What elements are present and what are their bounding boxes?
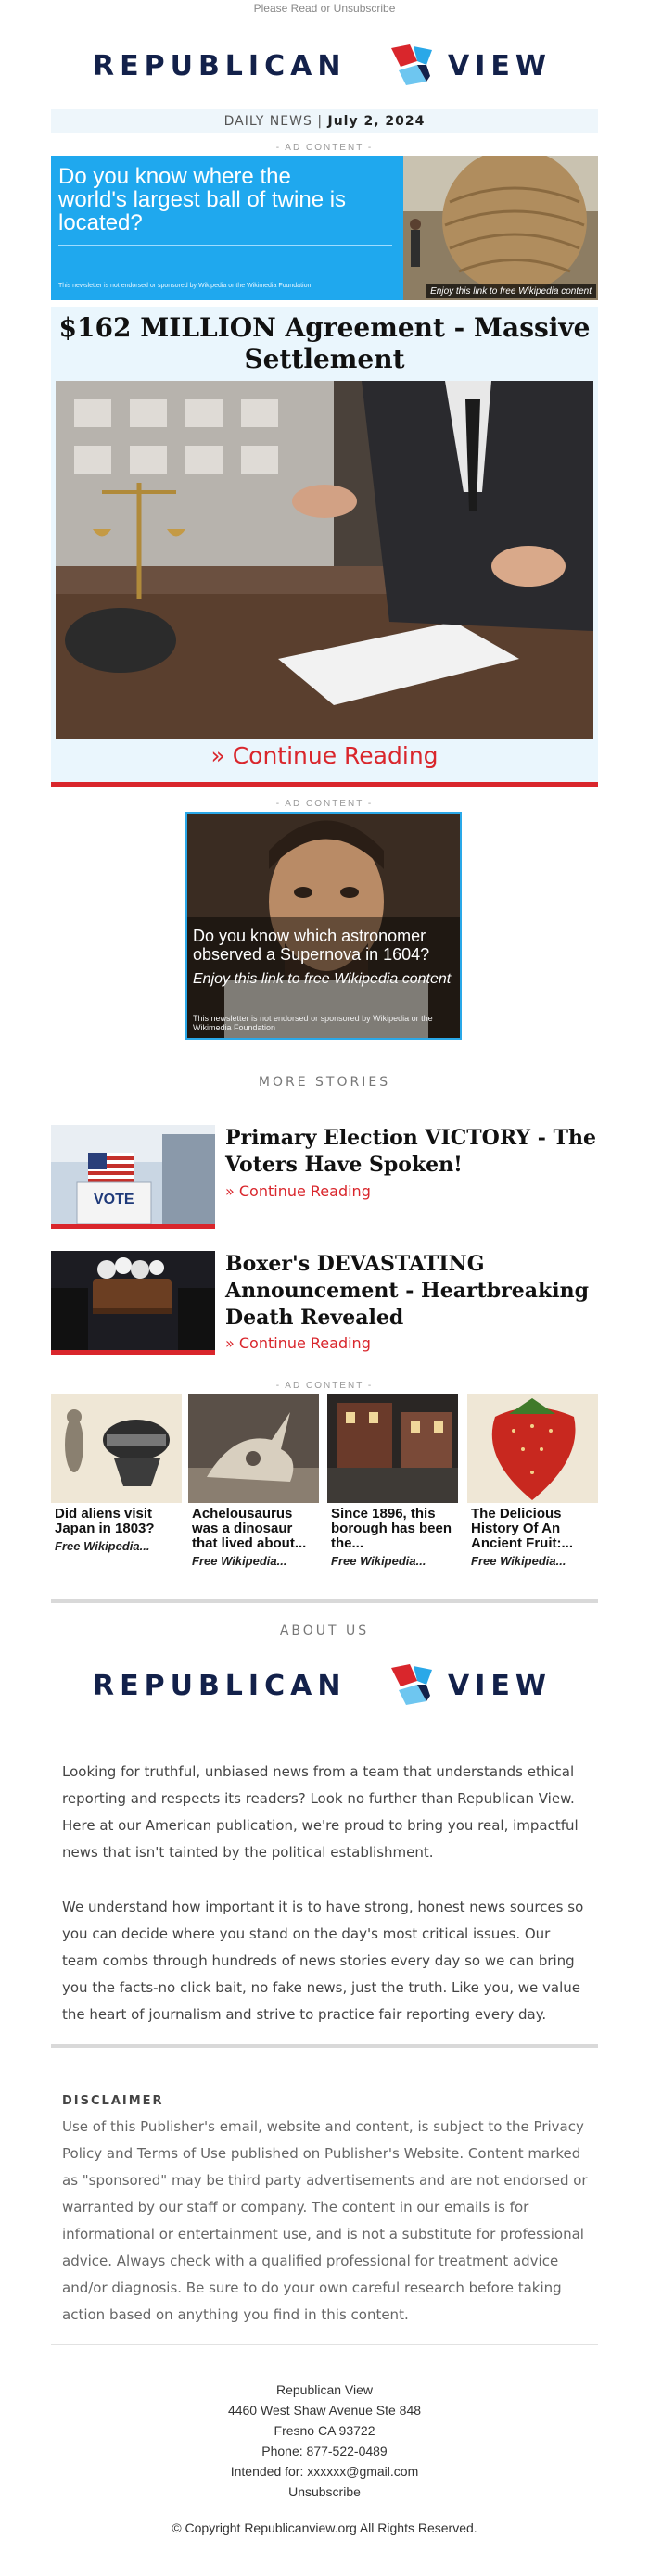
story-item-boxer[interactable] [51, 1251, 598, 1355]
ad-content-label: - AD CONTENT - [275, 799, 374, 809]
story-continue-boxer[interactable]: » Continue Reading [225, 1334, 371, 1352]
ad-twine-caption: Enjoy this link to free Wikipedia content [426, 284, 596, 298]
header-logo[interactable] [93, 44, 556, 85]
wiki-tile-aliens-image [51, 1394, 182, 1503]
issue-date: July 2, 2024 [327, 114, 426, 129]
ad-twine-banner[interactable] [51, 156, 598, 300]
wiki-tile-aliens[interactable] [51, 1394, 182, 1570]
logo-emblem-icon [389, 1664, 434, 1705]
footer-company-name: Republican View [275, 2382, 374, 2397]
disclaimer-text: Use of this Publisher's email, website and content, is subject to the Privacy Policy and Terms of Use published on Publisher's Website. Content marked as "sponsored" may be third party advertisements and are not endorsed or warranted by our staff or company. The content in our emails is for informational or entertainment use, and is not a substitute for professional advice. Always check with a qualified professional for treatment advice and/or diagnosis. Be sure to do your own careful research before taking action based on anything you find in this content. [62, 2118, 588, 2323]
dateline-bar [51, 109, 598, 133]
logo-word-republican: REPUBLICAN [93, 50, 347, 82]
story-thumb-vote[interactable] [51, 1125, 215, 1229]
logo-word-view: VIEW [448, 1670, 552, 1702]
wiki-tile-borough[interactable] [327, 1394, 458, 1570]
about-paragraph-1: Looking for truthful, unbiased news from a team that understands ethical reporting and respects its readers? Look no further than Republican View. Here at our American publication, we're proud to bring you real, impactful news that isn't tainted by the political establishment. [62, 1763, 579, 1861]
more-stories-title: MORE STORIES [258, 1075, 391, 1090]
story-title-primary[interactable]: Primary Election VICTORY - The Voters Have Spoken! [225, 1126, 596, 1177]
footer-city: Fresno CA 93722 [274, 2423, 375, 2438]
section-divider [51, 2044, 598, 2048]
wiki-tile-borough-image [327, 1394, 458, 1503]
twine-ball-photo [403, 156, 598, 300]
footer-address [0, 2380, 649, 2502]
ad-astronomer-question: Do you know which astronomer observed a Supernova in 1604? [193, 927, 430, 964]
ad-astronomer-disclaimer: This newsletter is not endorsed or sponsored by Wikipedia or the Wikimedia Foundation [193, 1014, 433, 1032]
wiki-tile-dinosaur[interactable] [188, 1394, 319, 1570]
footer-divider [51, 2344, 598, 2345]
story-thumb-funeral[interactable] [51, 1251, 215, 1355]
ad-twine-question: Do you know where the world's largest ball of twine is located? [58, 164, 347, 235]
read-or-unsubscribe-link[interactable]: Please Read or Unsubscribe [253, 2, 396, 15]
footer-intended-for: Intended for: xxxxxx@gmail.com [230, 2464, 419, 2479]
wiki-tile-fruit[interactable] [467, 1394, 598, 1570]
wiki-tile-dinosaur-image [188, 1394, 319, 1503]
wiki-tile-fruit-title[interactable]: The Delicious History Of An Ancient Fruit:... [471, 1506, 573, 1551]
footer-unsubscribe-link[interactable]: Unsubscribe [288, 2484, 361, 2499]
footer-phone: Phone: 877-522-0489 [261, 2443, 388, 2458]
footer-street: 4460 West Shaw Avenue Ste 848 [227, 2403, 422, 2418]
logo-word-republican: REPUBLICAN [93, 1670, 347, 1702]
wiki-tile-aliens-title[interactable]: Did aliens visit Japan in 1803? [55, 1506, 155, 1536]
feature-story[interactable] [51, 307, 598, 787]
about-paragraph-2: We understand how important it is to have strong, honest news sources so you can decide where you stand on the day's most critical issues. Our team combs through hundreds of news stories every day so we can bring you the facts-no click bait, no fake news, just the truth. Like you, we value the heart of journalism and strive to practice fair reporting every day. [62, 1899, 584, 2023]
logo-word-view: VIEW [448, 50, 552, 82]
feature-headline[interactable]: $162 MILLION Agreement - Massive Settlement [58, 312, 591, 374]
wiki-tile-fruit-source: Free Wikipedia... [471, 1554, 566, 1568]
wiki-ad-grid [51, 1394, 598, 1570]
vote-sign-text: VOTE [94, 1192, 134, 1207]
logo-emblem-icon [389, 44, 434, 85]
daily-news-label: DAILY NEWS [223, 114, 312, 129]
ad-content-label: - AD CONTENT - [275, 1381, 374, 1391]
wiki-tile-dinosaur-title[interactable]: Achelousaurus was a dinosaur that lived about... [192, 1506, 307, 1551]
feature-continue-link[interactable]: » Continue Reading [210, 742, 439, 769]
story-title-boxer[interactable]: Boxer's DEVASTATING Announcement - Heartbreaking Death Revealed [225, 1252, 589, 1330]
section-divider [51, 1599, 598, 1603]
story-continue-primary[interactable]: » Continue Reading [225, 1182, 371, 1200]
wiki-tile-borough-source: Free Wikipedia... [331, 1554, 426, 1568]
ad-twine-disclaimer: This newsletter is not endorsed or sponsored by Wikipedia or the Wikimedia Foundation [58, 283, 312, 289]
ad-twine-divider [58, 245, 392, 246]
ad-astronomer-banner[interactable] [185, 812, 462, 1040]
wiki-tile-borough-title[interactable]: Since 1896, this borough has been the... [331, 1506, 452, 1551]
wiki-tile-aliens-source: Free Wikipedia... [55, 1539, 150, 1553]
dateline-separator: | [317, 114, 324, 129]
footer-copyright: © Copyright Republicanview.org All Rights Reserved. [172, 2520, 477, 2535]
story-item-primary[interactable] [51, 1125, 598, 1229]
ad-astronomer-enjoy: Enjoy this link to free Wikipedia content [193, 971, 452, 987]
wiki-tile-fruit-image [467, 1394, 598, 1503]
feature-photo-settlement[interactable] [56, 381, 593, 739]
wiki-tile-dinosaur-source: Free Wikipedia... [192, 1554, 287, 1568]
about-logo[interactable] [93, 1664, 556, 1705]
ad-content-label: - AD CONTENT - [275, 143, 374, 153]
about-us-title: ABOUT US [279, 1623, 370, 1638]
disclaimer-title: DISCLAIMER [62, 2094, 164, 2108]
